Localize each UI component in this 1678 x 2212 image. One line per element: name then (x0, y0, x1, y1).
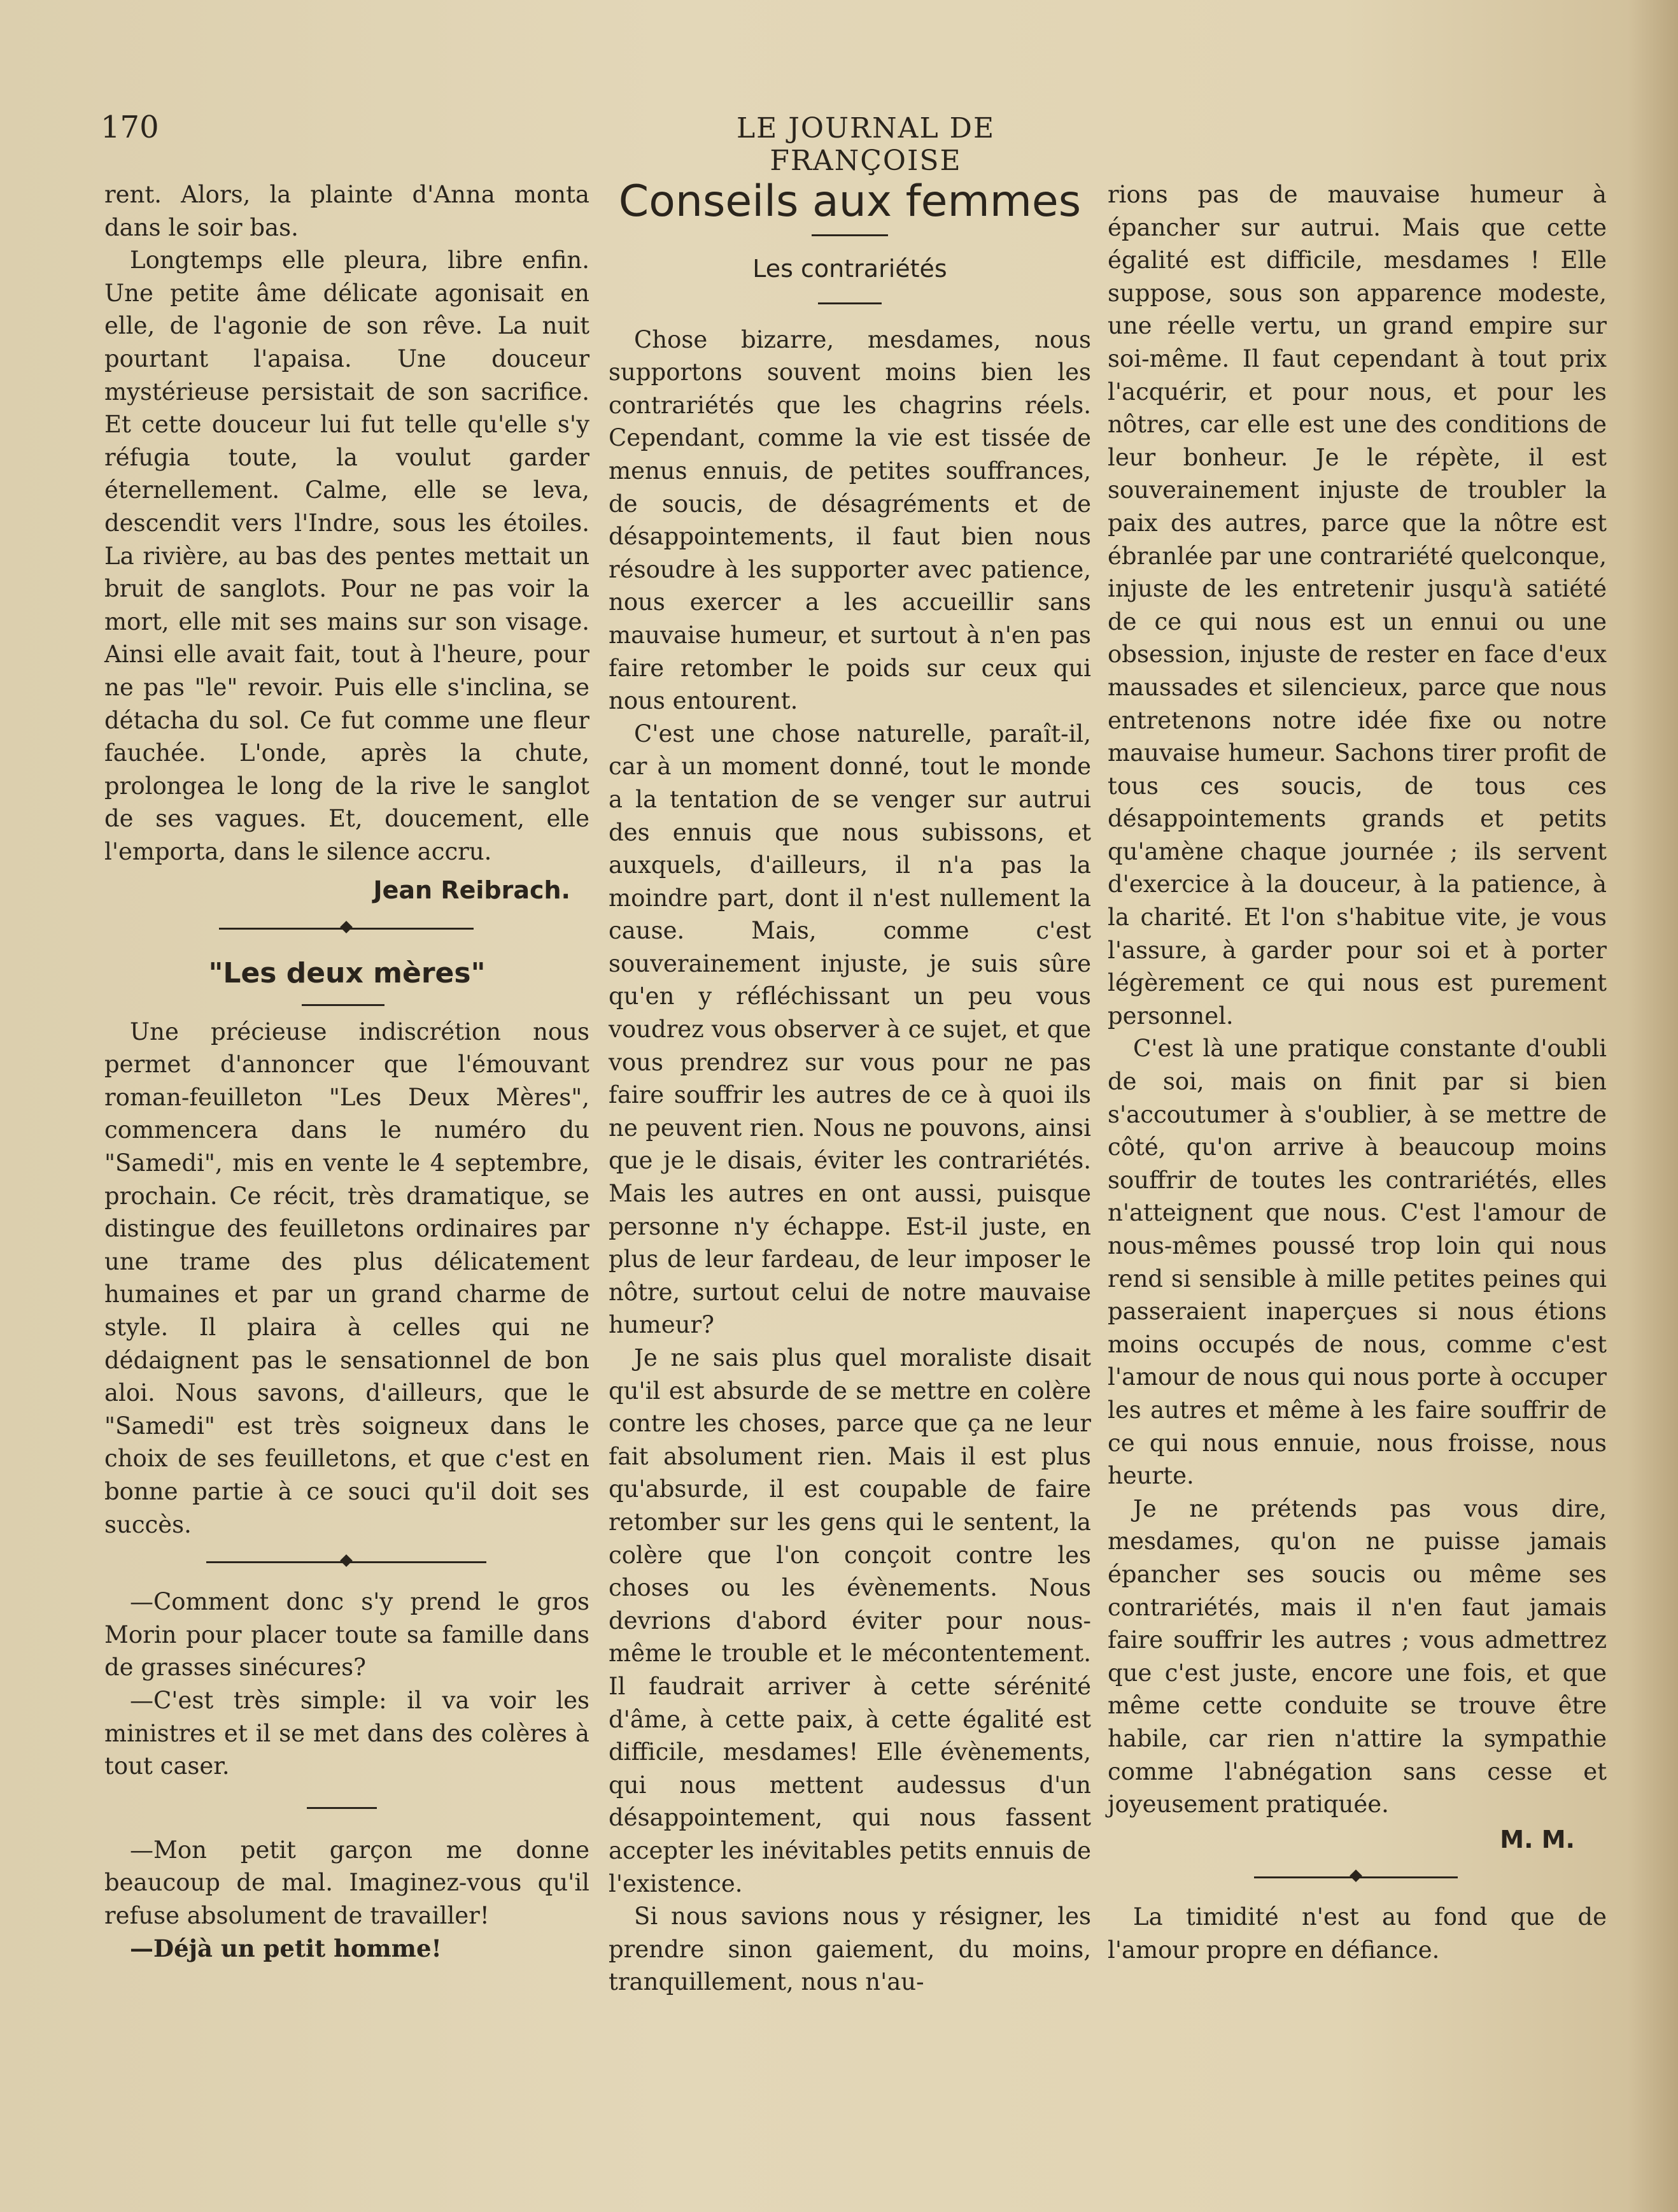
article-paragraph: Je ne prétends pas vous dire, mesdames, qu'on ne puisse jamais épancher ses soucis ou même ses contrariétés, mais il n'en faut jamais faire souffrir les autres ; vous admettrez que c'est juste, encore une fois, et que même cette conduite se trouve être habile, car rien n'attire la sympathie comme l'abnégation sans cesse et joyeusement pratiquée. (1108, 1494, 1607, 1819)
column-left (104, 178, 589, 1965)
article-paragraph: C'est une chose naturelle, paraît-il, car à un moment donné, tout le monde a la tentation de se venger sur autrui des ennuis que nous subissons, et auxquels, d'ailleurs, il n'a pas la moindre part, dont il n'est nullement la cause. Mais, comme c'est souverainement injuste, je suis sûre qu'en y réfléchissant un peu vous voudrez vous observer à ce sujet, et que vous prendrez sur vous pour ne pas faire souffrir les autres de ce à quoi ils ne peuvent rien. Nous ne pouvons, ainsi que je le disais, éviter les contrariétés. Mais les autres en ont aussi, puisque personne n'y échappe. Est-il juste, en plus de leur fardeau, de leur imposer le nôtre, surtout celui de notre mauvaise humeur? (609, 720, 1091, 1339)
article-title: Conseils aux femmes (618, 176, 1082, 227)
page-number: 170 (101, 110, 159, 145)
story-paragraph: rent. Alors, la plainte d'Anna monta dans le soir bas. (104, 181, 589, 241)
story-paragraph: Longtemps elle pleura, libre enfin. Une petite âme délicate agonisait en elle, de l'agonie de son rêve. La nuit pourtant l'apaisa. Une douceur mystérieuse persistait de son sacrifice. Et cette douceur lui fut telle qu'elle s'y réfugia toute, la voulut garder éternellement. Calme, elle se leva, descendit vers l'Indre, sous les étoiles. La rivière, au bas des pentes mettait un bruit de sanglots. Pour ne pas voir la mort, elle mit ses mains sur son visage. Ainsi elle avait fait, tout à l'heure, pour ne pas "le" revoir. Puis elle s'inclina, se détacha du sol. Ce fut comme une fleur fauchée. L'onde, après la chute, prolongea le long de la rive le sanglot de ses vagues. Et, doucement, elle l'emporta, dans le silence accru. (104, 246, 589, 865)
joke-line: —Déjà un petit homme! (130, 1934, 442, 1962)
joke-line: —Mon petit garçon me donne beaucoup de mal. Imaginez-vous qu'il refuse absolument de travailler! (104, 1836, 589, 1929)
article-paragraph: rions pas de mauvaise humeur à épancher sur autrui. Mais que cette égalité est difficile, mesdames ! Elle suppose, sous son apparence modeste, une réelle vertu, un grand empire sur soi-même. Il faut cependant à tout prix l'acquérir, et pour nous, et pour les nôtres, car elle est une des conditions de leur bonheur. Je le répète, il est souverainement injuste de troubler la paix des autres, parce que la nôtre est ébranlée par une contrariété quelconque, injuste de les entretenir jusqu'à satiété de ce qui nous est un ennui ou une obsession, injuste de rester en face d'eux maussades et silencieux, parce que nous entretenons notre idée fixe ou notre mauvaise humeur. Sachons tirer profit de tous ces soucis, de tous ces désappointements grands et petits qu'amène chaque journée ; ils servent d'exercice à la douceur, à la patience, à la charité. Et l'on s'habitue vite, je vous l'assure, à garder pour soi et à porter légèrement ce qui nous est purement personnel. (1108, 181, 1607, 1030)
short-rule (104, 990, 589, 1016)
article-paragraph: Je ne sais plus quel moraliste disait qu'il est absurde de se mettre en colère contre les choses, parce que ça ne leur fait absolument rien. Mais il est plus qu'absurde, il est coupable de faire retomber sur les gens qui le sentent, la colère que l'on conçoit contre les choses ou les évènements. Nous devrions d'abord éviter pour nous-même le trouble et le mécontentement. Il faudrait arriver à cette sérénité d'âme, à cette paix, à cette égalité est difficile, mesdames! Elle évènements, qui nous mettent audessus d'un désappointement, qui nous fassent accepter les inévitables petits ennuis de l'existence. (609, 1344, 1091, 1897)
article-signature: M. M. (1500, 1825, 1575, 1854)
maxim: La timidité n'est au fond que de l'amour propre en défiance. (1108, 1903, 1607, 1964)
ornament-divider (104, 907, 589, 952)
joke-line: —C'est très simple: il va voir les ministres et il se met dans des colères à tout caser. (104, 1686, 589, 1780)
column-middle (609, 178, 1091, 1999)
ornament-divider (1108, 1856, 1607, 1901)
article-paragraph: Si nous savions nous y résigner, les prendre sinon gaiement, du moins, tranquillement, nous n'au- (609, 1903, 1091, 1996)
meres-announcement: Une précieuse indiscrétion nous permet d'annoncer que l'émouvant roman-feuilleton "Les Deux Mères", commencera dans le numéro du "Samedi", mis en vente le 4 septembre, prochain. Ce récit, très dramatique, se distingue des feuilletons ordinaires par une trame des plus délicatement humaines et par un grand charme de style. Il plaira à celles qui ne dédaignent pas le sensationnel de bon aloi. Nous savons, d'ailleurs, que le "Samedi" est très soigneux dans le choix de ses feuilletons, et que c'est en bonne partie à ce souci qu'il doit ses succès. (104, 1017, 589, 1538)
article-subtitle: Les contrariétés (752, 255, 947, 283)
joke-line: —Comment donc s'y prend le gros Morin pour placer toute sa famille dans de grasses sinécures? (104, 1588, 589, 1682)
article-paragraph: C'est là une pratique constante d'oubli de soi, mais on finit par si bien s'accoutumer à s'oublier, à se mettre de côté, qu'on arrive à beaucoup moins souffrir de toutes les contrariétés, elles n'atteignent que nous. C'est l'amour de nous-mêmes poussé trop loin qui nous rend si sensible à mille petites peines qui passeraient inaperçues si nous étions moins occupés de nous, comme c'est l'amour de nous qui nous porte à occuper les autres et même à les faire souffrir de ce qui nous ennuie, nous froisse, nous heurte. (1108, 1035, 1607, 1490)
article-paragraph: Chose bizarre, mesdames, nous supportons souvent moins bien les contrariétés que les chagrins réels. Cependant, comme la vie est tissée de menus ennuis, de petites souffrances, de soucis, de désagréments et de désappointements, il faut bien nous résoudre à les supporter avec patience, nous exercer a les accueillir sans mauvaise humeur, et surtout à n'en pas faire retomber le poids sur ceux qui nous entourent. (609, 325, 1091, 715)
subtitle-rule (818, 302, 882, 304)
ornament-divider (104, 1541, 589, 1585)
story-signature: Jean Reibrach. (373, 876, 570, 905)
title-rule (812, 234, 888, 236)
short-rule (104, 1783, 589, 1834)
running-title: LE JOURNAL DE FRANÇOISE (736, 112, 996, 177)
meres-title: "Les deux mères" (208, 957, 486, 990)
column-right (1108, 178, 1607, 1966)
